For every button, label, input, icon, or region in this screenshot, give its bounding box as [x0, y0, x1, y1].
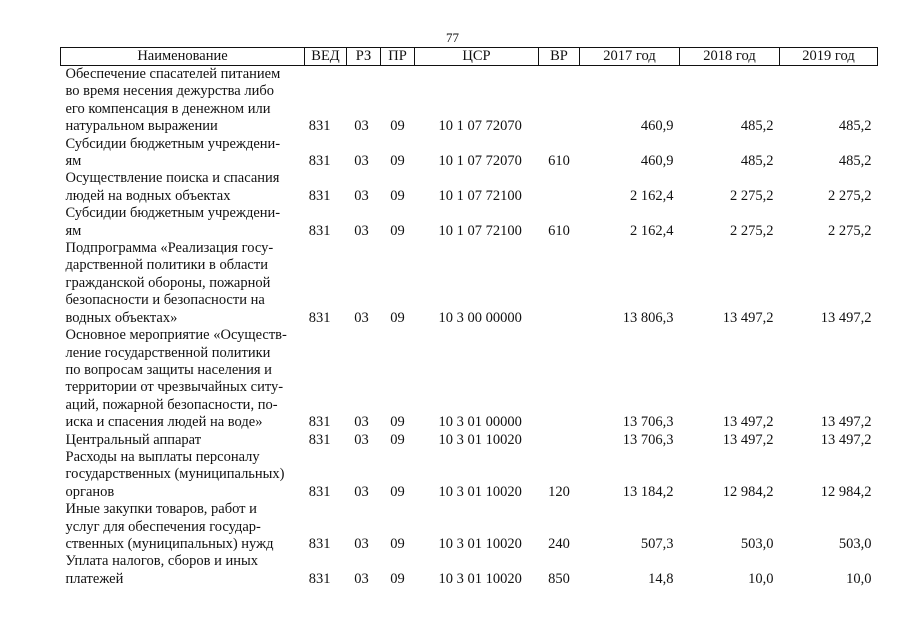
vr-cell: 610 — [548, 222, 570, 239]
table-row — [61, 66, 878, 136]
name-cell — [61, 327, 305, 431]
amount-2019-cell: 10,0 — [846, 570, 872, 587]
name-line: Подпрограмма «Реализация госу- — [65, 240, 274, 257]
header-rz: РЗ — [347, 48, 381, 66]
pr-cell: 09 — [390, 570, 405, 587]
name-line: дарственной политики в области — [65, 257, 268, 274]
name-cell — [61, 449, 305, 501]
pr-cell: 09 — [390, 309, 405, 326]
amount-2019-cell: 503,0 — [838, 535, 872, 552]
ved-cell: 831 — [308, 535, 331, 552]
name-cell — [61, 240, 305, 327]
csr-cell: 10 1 07 72070 — [438, 153, 522, 170]
name-line: Субсидии бюджетным учреждени- — [65, 205, 281, 222]
csr-cell: 10 1 07 72100 — [438, 222, 522, 239]
budget-table — [60, 47, 878, 588]
rz-cell: 03 — [354, 570, 369, 587]
name-line: водных объектах» — [65, 309, 178, 326]
table-row — [61, 205, 878, 240]
table-row — [61, 170, 878, 205]
name-cell — [61, 136, 305, 171]
ved-cell: 831 — [308, 222, 331, 239]
amount-2018-cell: 2 275,2 — [730, 187, 774, 204]
amount-2017-cell: 13 806,3 — [622, 309, 674, 326]
amount-2019-cell: 2 275,2 — [828, 187, 872, 204]
name-line: платежей — [65, 570, 124, 587]
name-cell — [61, 66, 305, 136]
amount-2017-cell: 460,9 — [640, 118, 674, 135]
vr-cell: 610 — [548, 153, 570, 170]
amount-2019-cell: 485,2 — [838, 153, 872, 170]
name-line: во время несения дежурства либо — [65, 83, 274, 100]
pr-cell: 09 — [390, 414, 405, 431]
amount-2019-cell: 13 497,2 — [820, 414, 872, 431]
amount-2017-cell: 13 184,2 — [622, 483, 674, 500]
rz-cell: 03 — [354, 535, 369, 552]
amount-2019-cell: 13 497,2 — [820, 309, 872, 326]
name-cell — [61, 170, 305, 205]
ved-cell: 831 — [308, 483, 331, 500]
table-row — [61, 240, 878, 327]
ved-cell: 831 — [308, 309, 331, 326]
name-line: услуг для обеспечения государ- — [65, 518, 261, 535]
name-line: натуральном выражении — [65, 118, 218, 135]
header-2017: 2017 год — [580, 48, 680, 66]
name-line: государственных (муниципальных) — [65, 466, 285, 483]
amount-2019-cell: 13 497,2 — [820, 431, 872, 448]
amount-2017-cell: 460,9 — [640, 153, 674, 170]
header-name: Наименование — [61, 48, 305, 66]
amount-2017-cell: 13 706,3 — [622, 414, 674, 431]
table-row — [61, 327, 878, 431]
name-line: по вопросам защиты населения и — [65, 361, 272, 378]
vr-cell — [539, 170, 580, 205]
amount-2018-cell: 13 497,2 — [722, 414, 774, 431]
pr-cell: 09 — [390, 118, 405, 135]
vr-cell — [539, 240, 580, 327]
amount-2018-cell: 2 275,2 — [730, 222, 774, 239]
vr-cell: 240 — [548, 535, 570, 552]
pr-cell: 09 — [390, 153, 405, 170]
pr-cell: 09 — [390, 187, 405, 204]
vr-cell: 120 — [548, 483, 570, 500]
rz-cell: 03 — [354, 153, 369, 170]
ved-cell: 831 — [308, 187, 331, 204]
csr-cell: 10 3 01 10020 — [438, 483, 522, 500]
ved-cell: 831 — [308, 118, 331, 135]
amount-2019-cell: 2 275,2 — [828, 222, 872, 239]
rz-cell: 03 — [354, 414, 369, 431]
name-line: безопасности и безопасности на — [65, 292, 265, 309]
name-line: ственных (муниципальных) нужд — [65, 535, 274, 552]
pr-cell: 09 — [390, 483, 405, 500]
ved-cell: 831 — [308, 153, 331, 170]
name-line: Расходы на выплаты персоналу — [65, 448, 260, 465]
page-number: 77 — [446, 30, 459, 45]
csr-cell: 10 3 01 00000 — [438, 414, 522, 431]
name-cell — [61, 553, 305, 588]
amount-2018-cell: 10,0 — [748, 570, 774, 587]
pr-cell: 09 — [390, 535, 405, 552]
name-line: Основное мероприятие «Осуществ- — [65, 327, 287, 344]
name-line: территории от чрезвычайных ситу- — [65, 379, 284, 396]
vr-cell: 850 — [548, 570, 570, 587]
header-row — [61, 48, 878, 66]
header-csr: ЦСР — [415, 48, 539, 66]
amount-2019-cell: 12 984,2 — [820, 483, 872, 500]
amount-2017-cell: 14,8 — [648, 570, 674, 587]
name-line: людей на водных объектах — [65, 187, 231, 204]
amount-2017-cell: 507,3 — [640, 535, 674, 552]
amount-2018-cell: 12 984,2 — [722, 483, 774, 500]
table-body — [61, 66, 878, 589]
amount-2018-cell: 503,0 — [740, 535, 774, 552]
name-line: гражданской обороны, пожарной — [65, 274, 271, 291]
rz-cell: 03 — [354, 118, 369, 135]
vr-cell — [539, 327, 580, 431]
pr-cell: 09 — [390, 222, 405, 239]
header-vr: ВР — [539, 48, 580, 66]
name-line: аций, пожарной безопасности, по- — [65, 396, 278, 413]
vr-cell — [539, 432, 580, 449]
name-line: Центральный аппарат — [65, 431, 202, 448]
csr-cell: 10 1 07 72100 — [438, 187, 522, 204]
csr-cell: 10 1 07 72070 — [438, 118, 522, 135]
name-line: ям — [65, 222, 82, 239]
name-line: Иные закупки товаров, работ и — [65, 501, 257, 518]
name-line: Субсидии бюджетным учреждени- — [65, 135, 281, 152]
pr-cell: 09 — [390, 431, 405, 448]
name-cell — [61, 432, 305, 449]
amount-2017-cell: 2 162,4 — [630, 222, 674, 239]
csr-cell: 10 3 01 10020 — [438, 535, 522, 552]
ved-cell: 831 — [308, 431, 331, 448]
rz-cell: 03 — [354, 483, 369, 500]
csr-cell: 10 3 01 10020 — [438, 570, 522, 587]
header-2018: 2018 год — [680, 48, 780, 66]
amount-2018-cell: 485,2 — [740, 153, 774, 170]
amount-2017-cell: 13 706,3 — [622, 431, 674, 448]
amount-2019-cell: 485,2 — [838, 118, 872, 135]
amount-2018-cell: 13 497,2 — [722, 309, 774, 326]
amount-2018-cell: 485,2 — [740, 118, 774, 135]
ved-cell: 831 — [308, 414, 331, 431]
amount-2017-cell: 2 162,4 — [630, 187, 674, 204]
table-row — [61, 449, 878, 501]
name-line: Уплата налогов, сборов и иных — [65, 553, 258, 570]
name-line: органов — [65, 483, 115, 500]
ved-cell: 831 — [308, 570, 331, 587]
csr-cell: 10 3 00 00000 — [438, 309, 522, 326]
rz-cell: 03 — [354, 431, 369, 448]
table-row — [61, 432, 878, 449]
table-row — [61, 136, 878, 171]
name-line: ям — [65, 153, 82, 170]
csr-cell: 10 3 01 10020 — [438, 431, 522, 448]
table-row — [61, 553, 878, 588]
rz-cell: 03 — [354, 222, 369, 239]
header-ved: ВЕД — [305, 48, 347, 66]
name-cell — [61, 205, 305, 240]
header-2019: 2019 год — [780, 48, 878, 66]
name-cell — [61, 501, 305, 553]
header-pr: ПР — [381, 48, 415, 66]
name-line: Обеспечение спасателей питанием — [65, 66, 281, 82]
vr-cell — [539, 66, 580, 136]
name-line: его компенсация в денежном или — [65, 100, 271, 117]
name-line: ление государственной политики — [65, 344, 271, 361]
table-row — [61, 501, 878, 553]
amount-2018-cell: 13 497,2 — [722, 431, 774, 448]
name-line: иска и спасения людей на воде» — [65, 414, 263, 431]
rz-cell: 03 — [354, 187, 369, 204]
name-line: Осуществление поиска и спасания — [65, 170, 280, 187]
rz-cell: 03 — [354, 309, 369, 326]
